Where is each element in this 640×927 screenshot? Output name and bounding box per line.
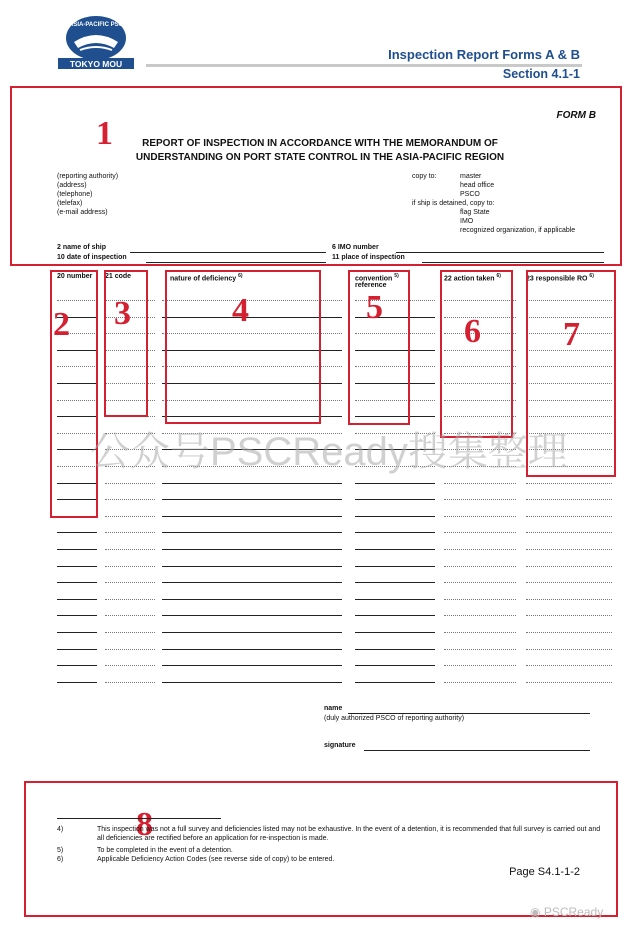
detained-copy-label: if ship is detained, copy to: — [412, 200, 495, 207]
table-cell-line-ro[interactable] — [526, 632, 612, 633]
table-cell-line-ro[interactable] — [526, 532, 612, 533]
table-cell-line-code[interactable] — [105, 649, 155, 650]
table-cell-line-convention[interactable] — [355, 582, 435, 583]
table-cell-line-ro[interactable] — [526, 549, 612, 550]
form-title — [60, 137, 580, 165]
column-header-ro-text: 23 responsible RO — [526, 275, 588, 283]
table-cell-line-nature[interactable] — [162, 632, 342, 633]
tokyo-mou-logo — [56, 14, 136, 70]
logo-bottom-text: TOKYO MOU — [69, 59, 123, 69]
table-cell-line-nature[interactable] — [162, 483, 342, 484]
detained-copy-item: flag State — [460, 209, 490, 216]
detained-copy-item: IMO — [460, 218, 474, 225]
annotation-number-4: 4 — [232, 292, 249, 329]
column-header-code: 21 code — [105, 273, 132, 280]
table-cell-line-action[interactable] — [444, 549, 516, 550]
table-cell-line-action[interactable] — [444, 682, 516, 683]
copy-to-list — [460, 172, 494, 199]
table-cell-line-action[interactable] — [444, 499, 516, 500]
column-header-convention-text: convention — [355, 275, 393, 283]
watermark: 公众号PSCReady搜集整理 — [90, 430, 568, 474]
detained-copy-list — [460, 208, 575, 235]
table-cell-line-number[interactable] — [57, 582, 97, 583]
authority-line: (e-mail address) — [57, 209, 108, 216]
annotation-box-6 — [440, 270, 513, 438]
copy-to-item: PSCO — [460, 191, 480, 198]
table-cell-line-number[interactable] — [57, 632, 97, 633]
field-date-of-inspection-input[interactable] — [146, 262, 326, 263]
table-cell-line-convention[interactable] — [355, 532, 435, 533]
table-cell-line-convention[interactable] — [355, 566, 435, 567]
table-cell-line-code[interactable] — [105, 599, 155, 600]
table-cell-line-action[interactable] — [444, 516, 516, 517]
table-cell-line-action[interactable] — [444, 532, 516, 533]
annotation-number-5: 5 — [366, 289, 383, 326]
table-cell-line-action[interactable] — [444, 632, 516, 633]
footnote-mark-6: 6) — [57, 856, 64, 863]
table-cell-line-convention[interactable] — [355, 682, 435, 683]
table-cell-line-code[interactable] — [105, 632, 155, 633]
table-cell-line-ro[interactable] — [526, 665, 612, 666]
table-cell-line-nature[interactable] — [162, 499, 342, 500]
annotation-box-3 — [104, 270, 148, 417]
header-title: Inspection Report Forms A & B — [388, 47, 580, 62]
table-cell-line-number[interactable] — [57, 599, 97, 600]
column-header-reference: reference — [355, 282, 387, 289]
table-cell-line-number[interactable] — [57, 615, 97, 616]
table-cell-line-action[interactable] — [444, 615, 516, 616]
name-label: name — [324, 705, 343, 712]
table-cell-line-number[interactable] — [57, 549, 97, 550]
detained-copy-item: recognized organization, if applicable — [460, 227, 576, 234]
table-cell-line-number[interactable] — [57, 649, 97, 650]
footnote-text-6: Applicable Deficiency Action Codes (see reverse side of copy) to be entered. — [97, 856, 335, 863]
table-cell-line-convention[interactable] — [355, 549, 435, 550]
table-cell-line-convention[interactable] — [355, 649, 435, 650]
table-cell-line-convention[interactable] — [355, 632, 435, 633]
wechat-icon: ◉ — [530, 905, 541, 919]
table-cell-line-nature[interactable] — [162, 665, 342, 666]
annotation-number-3: 3 — [114, 295, 131, 332]
form-title-line1: REPORT OF INSPECTION IN ACCORDANCE WITH THE MEMORANDUM OF — [142, 138, 498, 149]
column-header-number: 20 number — [57, 273, 93, 280]
table-cell-line-convention[interactable] — [355, 516, 435, 517]
footnote-ref: 6) — [496, 273, 501, 279]
footnote-ref: 6) — [238, 273, 243, 279]
table-cell-line-code[interactable] — [105, 516, 155, 517]
field-name-of-ship-label: 2 name of ship — [57, 244, 107, 251]
reporting-authority-block — [57, 172, 118, 217]
annotation-number-6: 6 — [464, 313, 481, 350]
field-date-of-inspection-label: 10 date of inspection — [57, 254, 127, 261]
annotation-number-8: 8 — [136, 806, 153, 843]
table-cell-line-code[interactable] — [105, 566, 155, 567]
table-cell-line-convention[interactable] — [355, 499, 435, 500]
authority-line: (reporting authority) — [57, 173, 119, 180]
table-cell-line-ro[interactable] — [526, 649, 612, 650]
table-cell-line-ro[interactable] — [526, 582, 612, 583]
form-title-line2: UNDERSTANDING ON PORT STATE CONTROL IN THE ASIA-PACIFIC REGION — [135, 152, 505, 163]
table-cell-line-action[interactable] — [444, 599, 516, 600]
table-cell-line-code[interactable] — [105, 665, 155, 666]
field-name-of-ship-input[interactable] — [130, 252, 326, 253]
authority-line: (address) — [57, 182, 87, 189]
authority-line: (telephone) — [57, 191, 93, 198]
footnote-mark-4: 4) — [57, 826, 64, 833]
table-cell-line-action[interactable] — [444, 483, 516, 484]
table-cell-line-ro[interactable] — [526, 599, 612, 600]
table-cell-line-action[interactable] — [444, 649, 516, 650]
signature-input[interactable] — [364, 750, 590, 751]
field-imo-number-label: 6 IMO number — [332, 244, 379, 251]
copy-to-item: head office — [460, 182, 495, 189]
table-cell-line-ro[interactable] — [526, 682, 612, 683]
logo-top-text: ASIA-PACIFIC PSC — [69, 22, 123, 28]
table-cell-line-action[interactable] — [444, 665, 516, 666]
table-cell-line-nature[interactable] — [162, 682, 342, 683]
table-cell-line-number[interactable] — [57, 532, 97, 533]
footnote-rule — [57, 818, 221, 819]
table-cell-line-ro[interactable] — [526, 516, 612, 517]
table-cell-line-convention[interactable] — [355, 599, 435, 600]
brand-text: PSCReady — [543, 905, 604, 919]
table-cell-line-ro[interactable] — [526, 615, 612, 616]
copy-to-label: copy to: — [412, 173, 437, 180]
table-cell-line-convention[interactable] — [355, 665, 435, 666]
table-cell-line-code[interactable] — [105, 682, 155, 683]
form-label: FORM B — [556, 110, 596, 121]
footnote-mark-5: 5) — [57, 847, 64, 854]
table-cell-line-code[interactable] — [105, 499, 155, 500]
brand-watermark — [530, 905, 603, 919]
table-cell-line-ro[interactable] — [526, 566, 612, 567]
footnote-text-5: To be completed in the event of a detention. — [97, 847, 233, 854]
table-cell-line-code[interactable] — [105, 582, 155, 583]
table-cell-line-nature[interactable] — [162, 582, 342, 583]
footnote-ref: 6) — [589, 273, 594, 279]
column-header-nature-text: nature of deficiency — [170, 275, 237, 283]
table-cell-line-nature[interactable] — [162, 549, 342, 550]
table-cell-line-code[interactable] — [105, 532, 155, 533]
field-place-of-inspection-label: 11 place of inspection — [332, 254, 405, 261]
table-cell-line-number[interactable] — [57, 682, 97, 683]
table-cell-line-nature[interactable] — [162, 566, 342, 567]
footnote-ref: 5) — [394, 273, 399, 279]
copy-to-item: master — [460, 173, 482, 180]
table-cell-line-nature[interactable] — [162, 532, 342, 533]
table-cell-line-nature[interactable] — [162, 615, 342, 616]
table-cell-line-action[interactable] — [444, 566, 516, 567]
annotation-number-2: 2 — [53, 306, 70, 343]
table-cell-line-number[interactable] — [57, 665, 97, 666]
header-section: Section 4.1-1 — [502, 67, 580, 81]
name-note: (duly authorized PSCO of reporting authority) — [324, 715, 465, 722]
field-place-of-inspection-input[interactable] — [422, 262, 604, 263]
field-imo-number-input[interactable] — [396, 252, 604, 253]
table-cell-line-number[interactable] — [57, 566, 97, 567]
table-cell-line-nature[interactable] — [162, 599, 342, 600]
table-cell-line-nature[interactable] — [162, 649, 342, 650]
table-cell-line-code[interactable] — [105, 483, 155, 484]
table-cell-line-ro[interactable] — [526, 483, 612, 484]
signature-label: signature — [324, 742, 356, 749]
page-number: Page S4.1-1-2 — [509, 866, 580, 878]
table-cell-line-convention[interactable] — [355, 615, 435, 616]
table-cell-line-ro[interactable] — [526, 499, 612, 500]
column-header-action-text: 22 action taken — [444, 275, 495, 283]
authority-line: (telefax) — [57, 200, 83, 207]
table-cell-line-action[interactable] — [444, 582, 516, 583]
footnote-text-4: This inspection was not a full survey and deficiencies listed may not be exhaustive. In the event of a detention, it is recommended that full survey is carried out and all deficiencies are rectified before an application for re-inspection is made. — [97, 826, 601, 842]
annotation-number-1: 1 — [96, 115, 113, 152]
table-cell-line-code[interactable] — [105, 549, 155, 550]
annotation-number-7: 7 — [563, 316, 580, 353]
table-cell-line-convention[interactable] — [355, 483, 435, 484]
table-cell-line-code[interactable] — [105, 615, 155, 616]
table-cell-line-nature[interactable] — [162, 516, 342, 517]
